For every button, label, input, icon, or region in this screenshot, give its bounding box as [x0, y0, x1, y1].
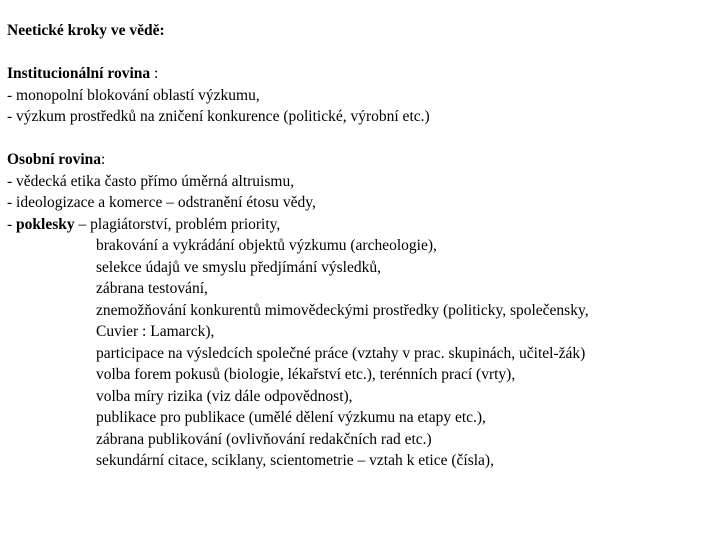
poklesky-rest: – plagiátorství, problém priority,	[74, 215, 281, 233]
institutional-heading-line	[7, 63, 713, 85]
slide-title: Neetické kroky ve vědě:	[7, 22, 165, 39]
poklesky-subline: publikace pro publikace (umělé dělení výzkumu na etapy etc.),	[96, 409, 486, 426]
poklesky-subline: sekundární citace, sciklany, scientometrie – vztah k etice (čísla),	[96, 452, 494, 469]
poklesky-subline: volba míry rizika (viz dále odpovědnost),	[96, 387, 353, 405]
institutional-heading-suffix: :	[150, 65, 159, 82]
poklesky-label: poklesky	[16, 215, 75, 233]
institutional-heading: Institucionální rovina	[7, 65, 151, 82]
personal-heading-suffix: :	[101, 151, 106, 168]
poklesky-subline: brakování a vykrádání objektů výzkumu (archeologie),	[96, 237, 437, 254]
poklesky-subline: znemožňování konkurentů mimovědeckými prostředky (politicky, společensky,	[96, 301, 589, 319]
poklesky-prefix: -	[7, 215, 17, 233]
personal-heading: Osobní rovina	[7, 151, 102, 168]
institutional-item: - výzkum prostředků na zničení konkurence (politické, výrobní etc.)	[7, 108, 430, 125]
personal-item: - ideologizace a komerce – odstranění étosu vědy,	[7, 194, 316, 211]
poklesky-subline: zábrana publikování (ovlivňování redakčních rad etc.)	[96, 430, 432, 448]
institutional-item: - monopolní blokování oblastí výzkumu,	[7, 86, 260, 104]
poklesky-subline: selekce údajů ve smyslu předjímání výsledků,	[96, 258, 381, 276]
poklesky-subline: volba forem pokusů (biologie, lékařství etc.), terénních prací (vrty),	[96, 366, 516, 383]
poklesky-subline: zábrana testování,	[96, 280, 208, 297]
spacer	[7, 128, 713, 150]
personal-heading-line	[7, 149, 713, 171]
poklesky-subline: Cuvier : Lamarck),	[96, 323, 215, 340]
poklesky-line	[7, 214, 713, 236]
spacer	[7, 42, 713, 64]
poklesky-subline: participace na výsledcích společné práce (vztahy v prac. skupinách, učitel-žák)	[96, 344, 586, 362]
personal-item: - vědecká etika často přímo úměrná altruismu,	[7, 172, 295, 190]
slide-content	[7, 20, 713, 472]
